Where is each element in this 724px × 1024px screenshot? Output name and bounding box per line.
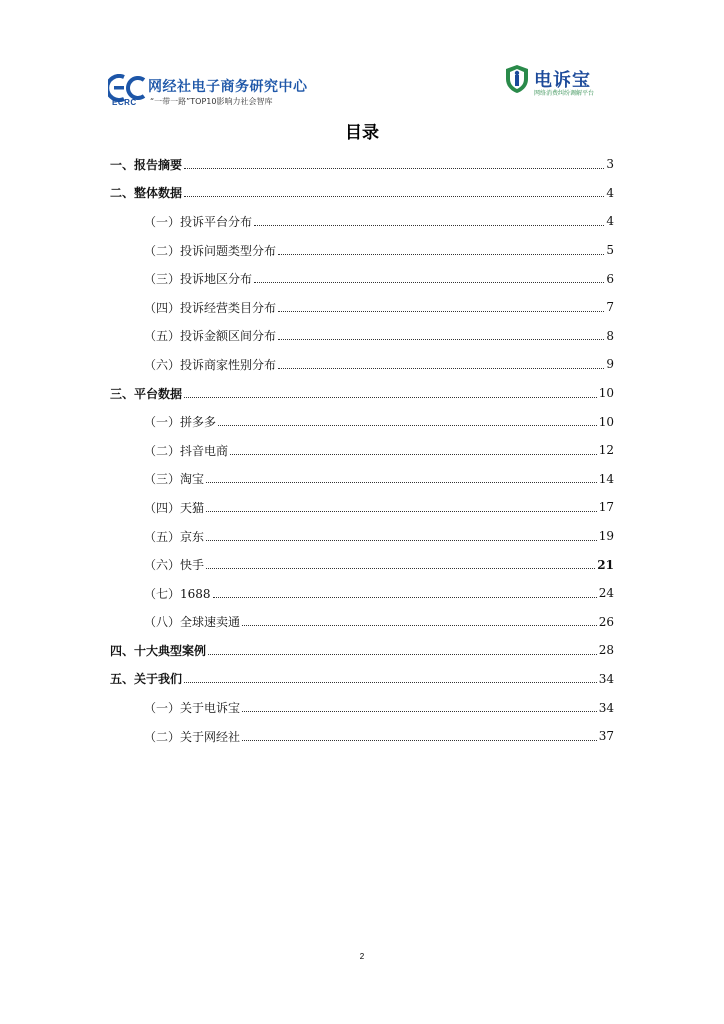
toc-leader-dots (208, 654, 597, 655)
platform-header-logo (504, 64, 614, 104)
toc-leader-dots (206, 540, 597, 541)
toc-entry[interactable] (110, 350, 614, 379)
toc-leader-dots (218, 425, 597, 426)
toc-entry[interactable] (110, 608, 614, 637)
toc-entry-label: （七）1688 (144, 586, 211, 601)
toc-entry-label: 三、平台数据 (110, 386, 183, 401)
toc-entry[interactable] (110, 636, 614, 665)
toc-entry-label: （二）投诉问题类型分布 (144, 243, 277, 258)
toc-entry-label: （三）淘宝 (144, 472, 205, 487)
toc-entry-page: 34 (598, 671, 614, 686)
toc-leader-dots (206, 482, 597, 483)
toc-entry-page: 34 (598, 700, 614, 715)
toc-entry[interactable] (110, 579, 614, 608)
toc-leader-dots (278, 311, 604, 312)
toc-entry[interactable] (110, 465, 614, 494)
toc-entry-label: （八）全球速卖通 (144, 615, 241, 630)
toc-entry[interactable] (110, 264, 614, 293)
ecrc-logo-text: ECRC (112, 98, 137, 107)
toc-leader-dots (213, 597, 597, 598)
toc-entry-page: 37 (598, 729, 614, 744)
toc-entry-label: （一）关于电诉宝 (144, 701, 241, 716)
toc-leader-dots (278, 339, 604, 340)
toc-entry-page: 7 (606, 300, 614, 315)
toc-leader-dots (184, 397, 597, 398)
toc-entry-page: 24 (598, 586, 614, 601)
toc-entry[interactable] (110, 207, 614, 236)
toc-leader-dots (278, 254, 604, 255)
toc-leader-dots (184, 168, 604, 169)
toc-entry-label: （六）快手 (144, 558, 205, 573)
toc-entry-page: 8 (606, 328, 614, 343)
page-number: 2 (359, 952, 365, 961)
toc-entry-label: （一）投诉平台分布 (144, 214, 253, 229)
toc-entry-page: 17 (598, 500, 614, 515)
toc-leader-dots (242, 740, 597, 741)
toc-leader-dots (242, 625, 597, 626)
toc-entry-label: （五）投诉金额区间分布 (144, 329, 277, 344)
toc-entry-page: 26 (598, 614, 614, 629)
toc-entry-page: 21 (597, 557, 614, 572)
toc-entry-label: （二）关于网经社 (144, 729, 241, 744)
research-center-tagline: “一带一路”TOP10影响力社会智库 (150, 97, 273, 106)
toc-entry[interactable] (110, 407, 614, 436)
toc-entry-label: 一、报告摘要 (110, 157, 183, 172)
toc-entry[interactable] (110, 293, 614, 322)
toc-entry[interactable] (110, 493, 614, 522)
toc-entry-page: 10 (598, 414, 614, 429)
toc-entry[interactable] (110, 150, 614, 179)
toc-entry-page: 28 (598, 643, 614, 658)
toc-entry[interactable] (110, 665, 614, 694)
toc-entry-page: 10 (598, 386, 614, 401)
toc-entry[interactable] (110, 379, 614, 408)
ecrc-header-logo (108, 74, 308, 110)
toc-entry-page: 14 (598, 471, 614, 486)
toc-entry-page: 3 (606, 157, 614, 172)
toc-entry[interactable] (110, 722, 614, 751)
toc-entry[interactable] (110, 693, 614, 722)
toc-entry-label: （四）投诉经营类目分布 (144, 300, 277, 315)
toc-leader-dots (184, 682, 597, 683)
toc-leader-dots (254, 282, 604, 283)
toc-leader-dots (254, 225, 604, 226)
platform-tagline: 网络消费纠纷调解平台 (534, 90, 595, 97)
toc-entry[interactable] (110, 179, 614, 208)
page-title: 目录 (345, 123, 379, 143)
toc-entry[interactable] (110, 550, 614, 579)
platform-name: 电诉宝 (534, 70, 591, 91)
toc-entry-page: 4 (606, 214, 614, 229)
toc-leader-dots (230, 454, 597, 455)
toc-entry-page: 4 (606, 185, 614, 200)
toc-leader-dots (206, 568, 595, 569)
toc-leader-dots (278, 368, 604, 369)
toc-entry-page: 5 (606, 243, 614, 258)
toc-entry-label: （六）投诉商家性别分布 (144, 357, 277, 372)
toc-leader-dots (206, 511, 597, 512)
toc-entry-label: 四、十大典型案例 (110, 643, 207, 658)
toc-entry[interactable] (110, 322, 614, 351)
toc-entry-label: （二）抖音电商 (144, 443, 229, 458)
toc-entry-label: （一）拼多多 (144, 415, 217, 430)
toc-entry-page: 9 (606, 357, 614, 372)
toc-entry-page: 19 (598, 529, 614, 544)
toc-entry[interactable] (110, 522, 614, 551)
research-center-name: 网经社电子商务研究中心 (148, 79, 308, 95)
toc-leader-dots (242, 711, 597, 712)
shield-icon (504, 64, 530, 94)
toc-leader-dots (184, 196, 604, 197)
toc-entry[interactable] (110, 436, 614, 465)
toc-entry[interactable] (110, 236, 614, 265)
toc-entry-label: 五、关于我们 (110, 672, 183, 687)
table-of-contents (110, 150, 614, 750)
toc-entry-label: 二、整体数据 (110, 186, 183, 201)
toc-entry-page: 6 (606, 271, 614, 286)
toc-entry-label: （五）京东 (144, 529, 205, 544)
toc-entry-label: （四）天猫 (144, 500, 205, 515)
toc-entry-page: 12 (598, 443, 614, 458)
toc-entry-label: （三）投诉地区分布 (144, 272, 253, 287)
